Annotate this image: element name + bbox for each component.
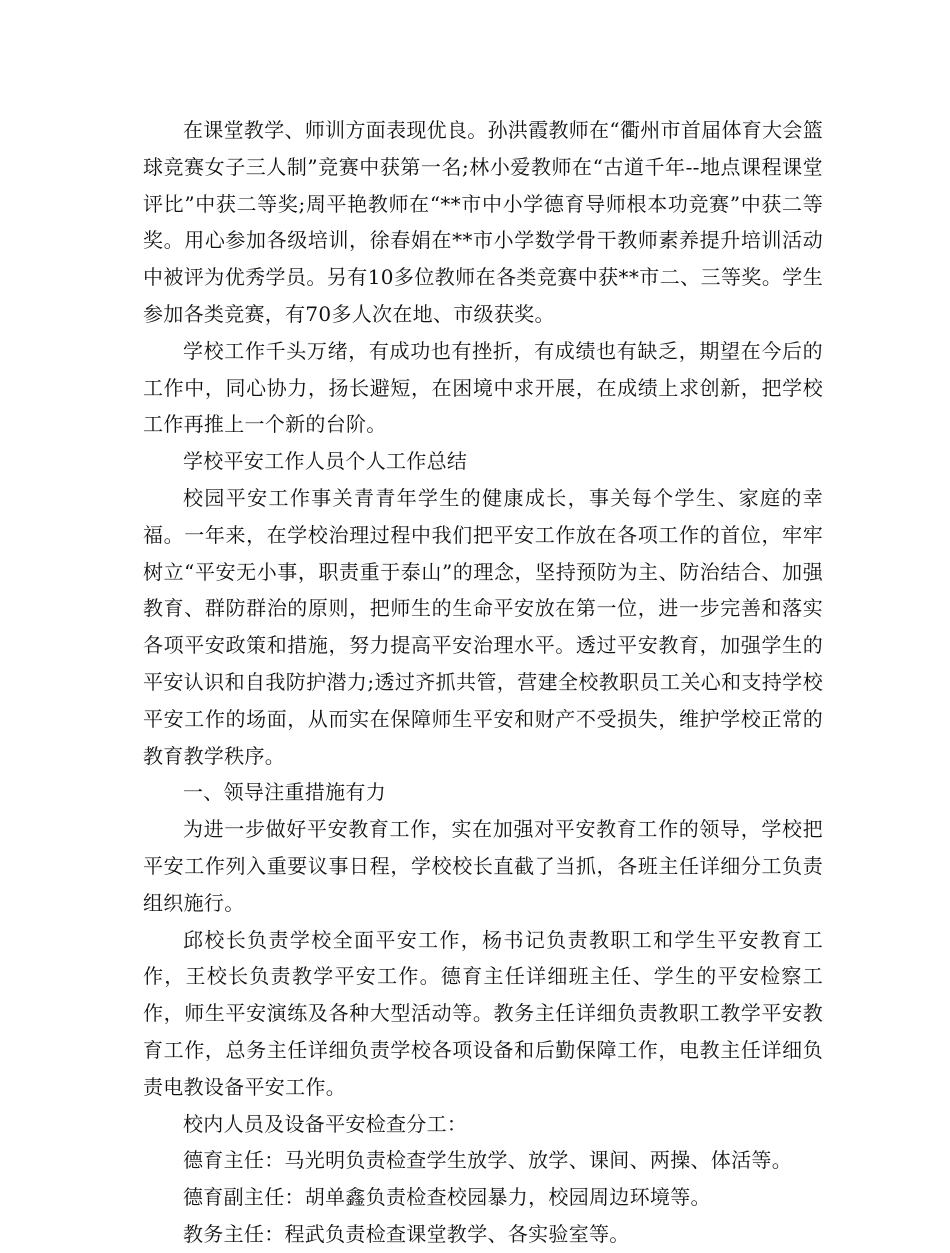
paragraph-safety-intro: 校园平安工作事关青青年学生的健康成长，事关每个学生、家庭的幸福。一年来，在学校治理过程中我们把平安工作放在各项工作的首位，牢牢树立“平安无小事，职责重于泰山”的理念，坚持预防为主、防治结合、加强教育、群防群治的原则，把师生的生命平安放在第一位，进一步完善和落实各项平安政策和措施，努力提高平安治理水平。透过平安教育，加强学生的平安认识和自我防护潜力;透过齐抓共管，营建全校教职员工关心和支持学校平安工作的场面，从而实在保障师生平安和财产不受损失，维护学校正常的教育教学秩序。 bbox=[143, 485, 823, 768]
document-body bbox=[143, 112, 823, 1253]
paragraph-inspection-division: 校内人员及设备平安检查分工： bbox=[183, 1111, 468, 1136]
paragraph-outlook: 学校工作千头万绪，有成功也有挫折，有成绩也有缺乏，期望在今后的工作中，同心协力，扬长避短，在困境中求开展，在成绩上求创新，把学校工作再推上一个新的台阶。 bbox=[143, 338, 823, 437]
paragraph-awards: 在课堂教学、师训方面表现优良。孙洪霞教师在“衢州市首届体育大会篮球竞赛女子三人制”竞赛中获第一名;林小爱教师在“古道千年--地点课程课堂评比”中获二等奖;周平艳教师在“**市中小学德育导师根本功竞赛”中获二等奖。用心参加各级培训，徐春娟在**市小学数学骨干教师素养提升培训活动中被评为优秀学员。另有10多位教师在各类竞赛中获**市二、三等奖。学生参加各类竞赛，有70多人次在地、市级获奖。 bbox=[143, 118, 823, 326]
paragraph-academic-director: 教务主任：程武负责检查课堂教学、各实验室等。 bbox=[183, 1221, 630, 1246]
paragraph-moral-deputy: 德育副主任：胡单鑫负责检查校园暴力，校园周边环境等。 bbox=[183, 1185, 711, 1210]
paragraph-responsibilities: 邱校长负责学校全面平安工作，杨书记负责教职工和学生平安教育工作，王校长负责教学平安工作。德育主任详细班主任、学生的平安检察工作，师生平安演练及各种大型活动等。教务主任详细负责教职工教学平安教育工作，总务主任详细负责学校各项设备和后勤保障工作，电教主任详细负责电教设备平安工作。 bbox=[143, 927, 823, 1099]
paragraph-leadership: 为进一步做好平安教育工作，实在加强对平安教育工作的领导，学校把平安工作列入重要议事日程，学校校长直截了当抓，各班主任详细分工负责组织施行。 bbox=[143, 817, 823, 915]
section-title: 学校平安工作人员个人工作总结 bbox=[183, 449, 468, 474]
paragraph-moral-director: 德育主任：马光明负责检查学生放学、放学、课间、两操、体活等。 bbox=[183, 1148, 792, 1173]
section-heading-leadership: 一、领导注重措施有力 bbox=[183, 780, 386, 805]
